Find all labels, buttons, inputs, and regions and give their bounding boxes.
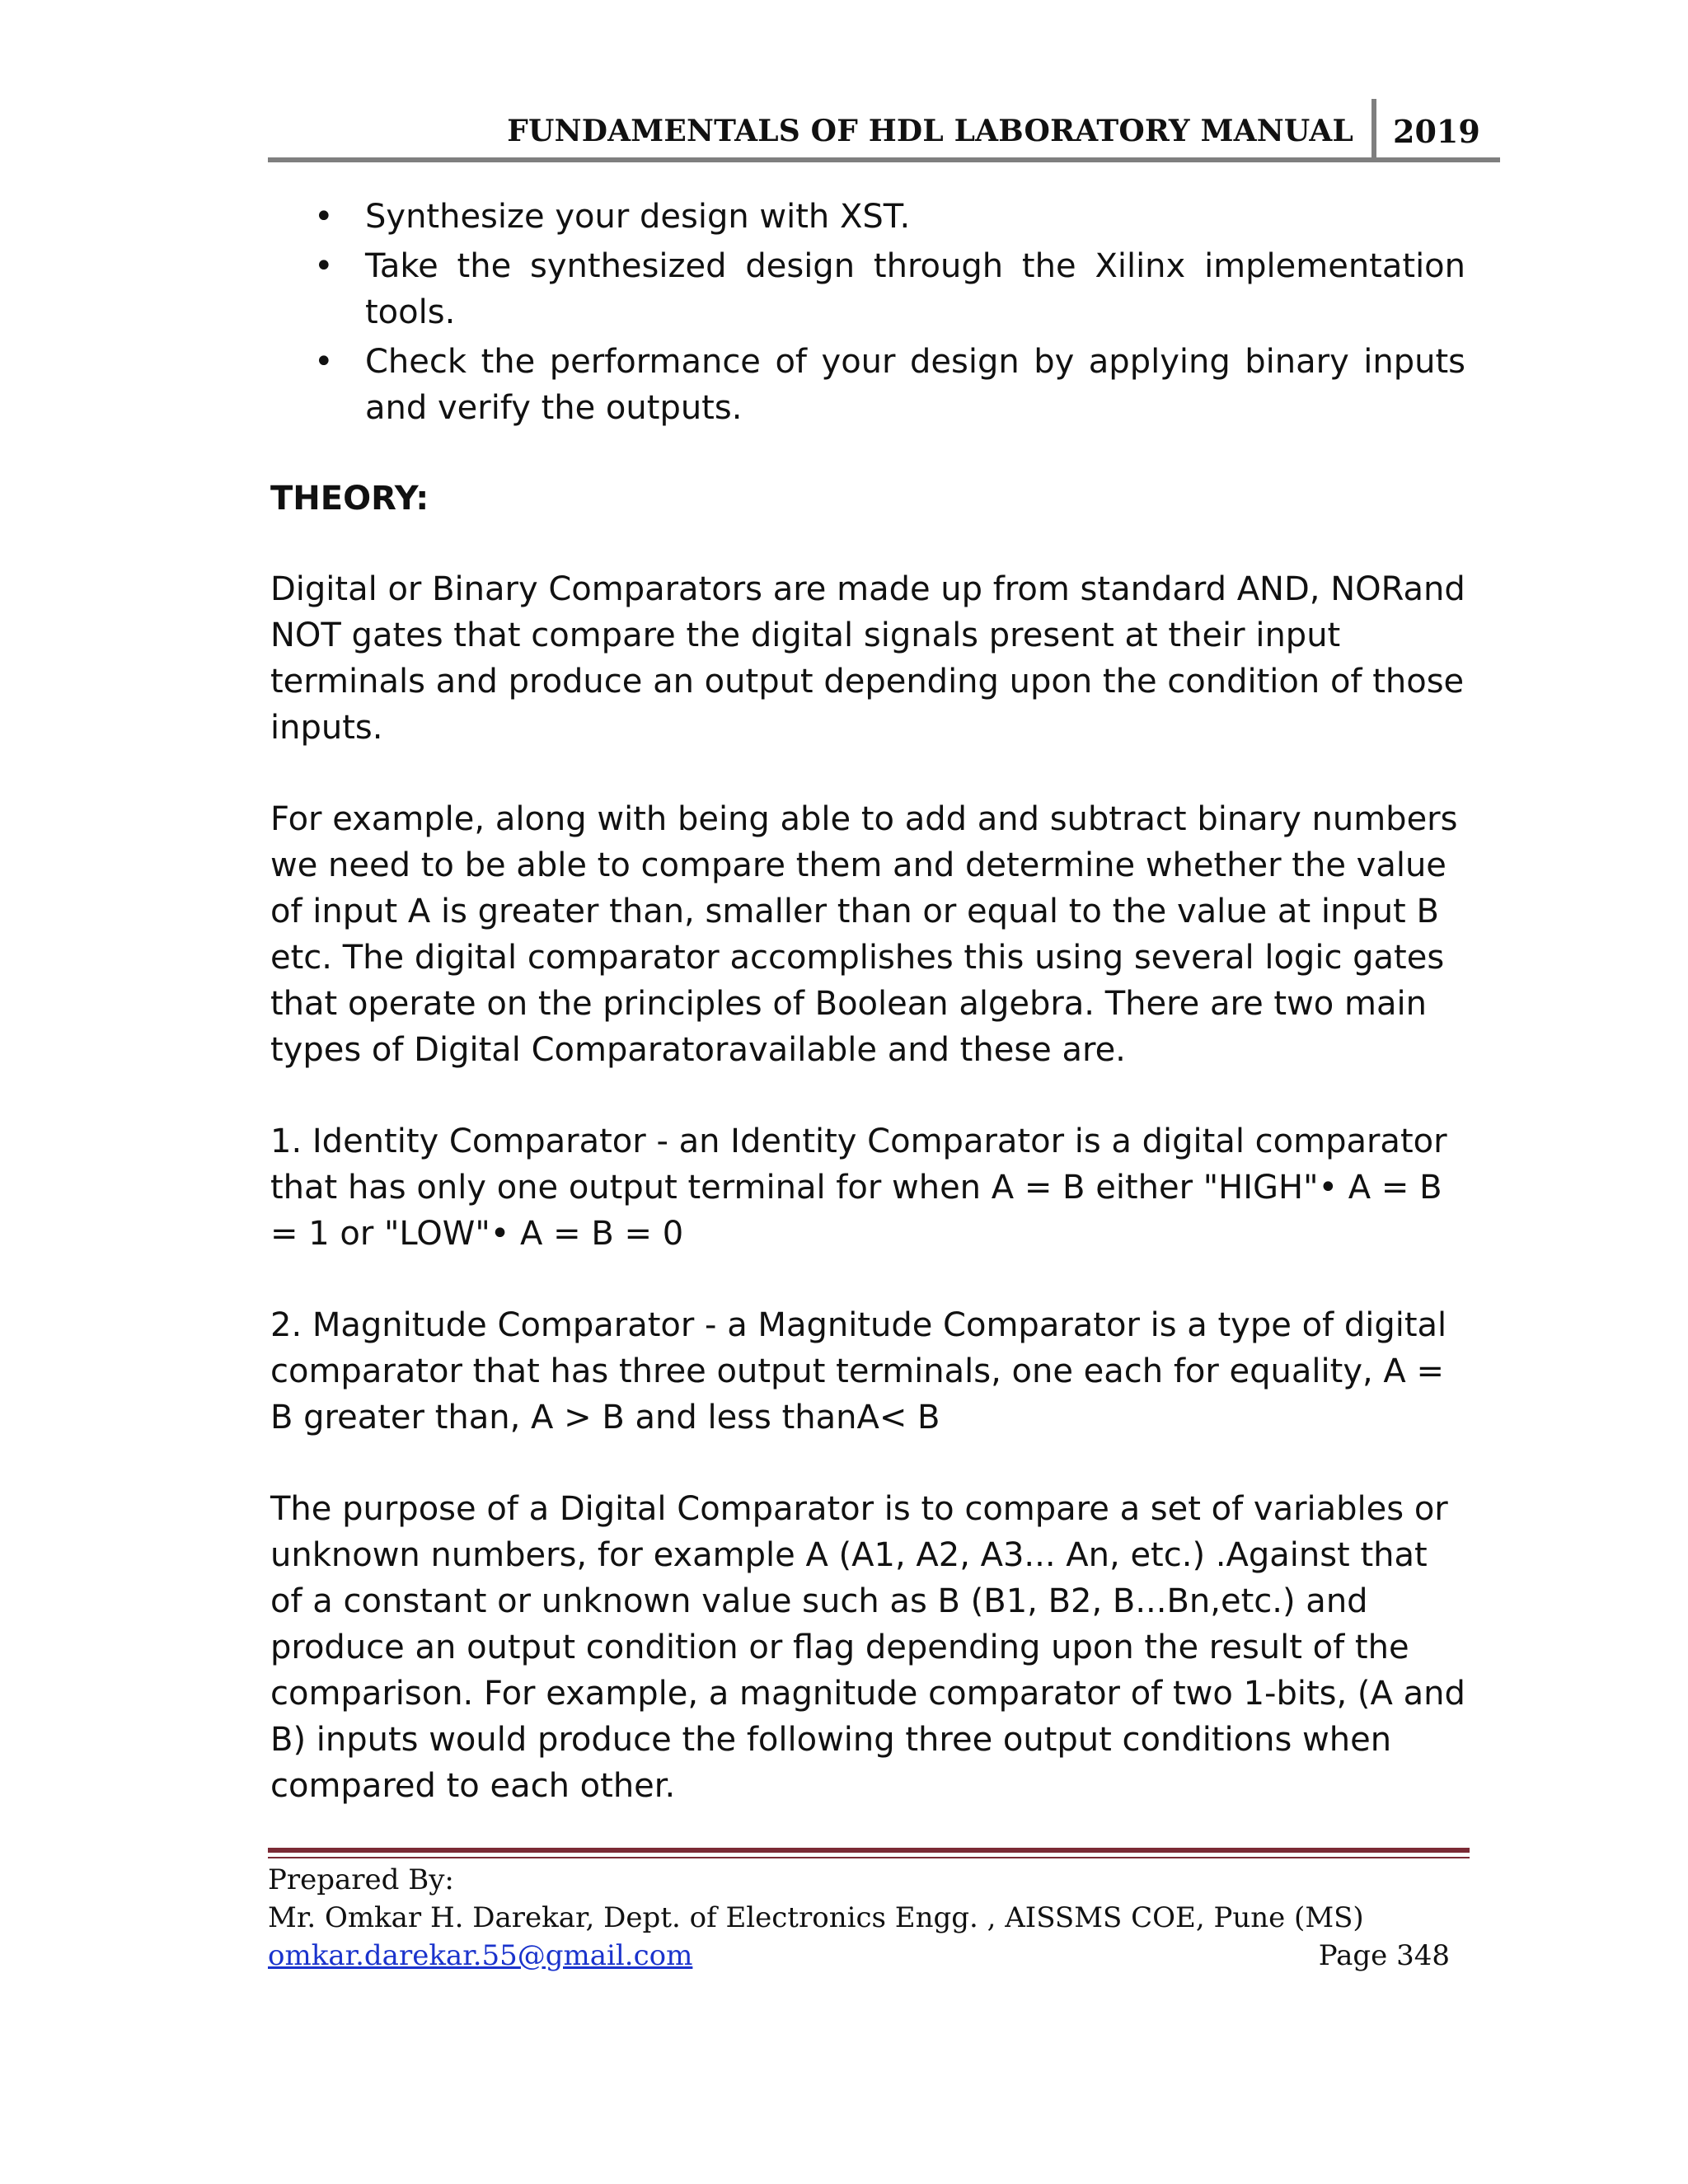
paragraph: 2. Magnitude Comparator - a Magnitude Comparator is a type of digital comparator that has three output terminals, one each for equality, A = B greater than, A > B and less thanA< B xyxy=(270,1306,1447,1436)
procedure-list xyxy=(270,194,1465,431)
list-item: • Synthesize your design with XST. xyxy=(365,194,1465,240)
footer-rule xyxy=(268,1848,1470,1853)
page-header xyxy=(268,99,1500,158)
footer-rule-thin xyxy=(268,1857,1470,1858)
page-number: Page 348 xyxy=(1318,1939,1450,1972)
bullet-icon: • xyxy=(314,247,334,285)
paragraph: For example, along with being able to add and subtract binary numbers we need to be able to compare them and determine whether the value of input A is greater than, smaller than or equal to the value at input B etc. The digital comparator accomplishes this using several logic gates that operate on the principles of Boolean algebra. There are two main types of Digital Comparatoravailable and these are. xyxy=(270,800,1458,1069)
prepared-by-label: Prepared By: xyxy=(268,1863,454,1896)
manual-year: 2019 xyxy=(1393,112,1480,150)
bullet-icon: • xyxy=(314,343,334,381)
page-body xyxy=(270,194,1465,1809)
theory-text xyxy=(270,566,1465,1809)
list-item: • Take the synthesized design through the Xilinx implementation tools. xyxy=(365,243,1465,335)
list-item: • Check the performance of your design by applying binary inputs and verify the outputs. xyxy=(365,339,1465,431)
bullet-icon: • xyxy=(314,198,334,236)
author-line: Mr. Omkar H. Darekar, Dept. of Electronics Engg. , AISSMS COE, Pune (MS) xyxy=(268,1901,1364,1934)
theory-heading: THEORY: xyxy=(270,480,429,518)
paragraph: Digital or Binary Comparators are made up from standard AND, NORand NOT gates that compare the digital signals present at their input terminals and produce an output depending upon the condition of those inputs. xyxy=(270,570,1465,747)
paragraph: The purpose of a Digital Comparator is to compare a set of variables or unknown numbers, for example A (A1, A2, A3... An, etc.) .Against that of a constant or unknown value such as B (B1, B2, B...Bn,etc.) and produce an output condition or flag depending upon the result of the comparison. For example, a magnitude comparator of two 1-bits, (A and B) inputs would produce the following three output conditions when compared to each other. xyxy=(270,1490,1465,1805)
manual-title: FUNDAMENTALS OF HDL LABORATORY MANUAL xyxy=(507,114,1353,148)
author-email-link[interactable]: omkar.darekar.55@gmail.com xyxy=(268,1939,693,1972)
page-footer xyxy=(268,1861,1471,1975)
header-rule xyxy=(268,157,1500,162)
paragraph: 1. Identity Comparator - an Identity Comparator is a digital comparator that has only one output terminal for when A = B either "HIGH"• A = B = 1 or "LOW"• A = B = 0 xyxy=(270,1122,1447,1253)
footer-row xyxy=(268,1937,1471,1975)
